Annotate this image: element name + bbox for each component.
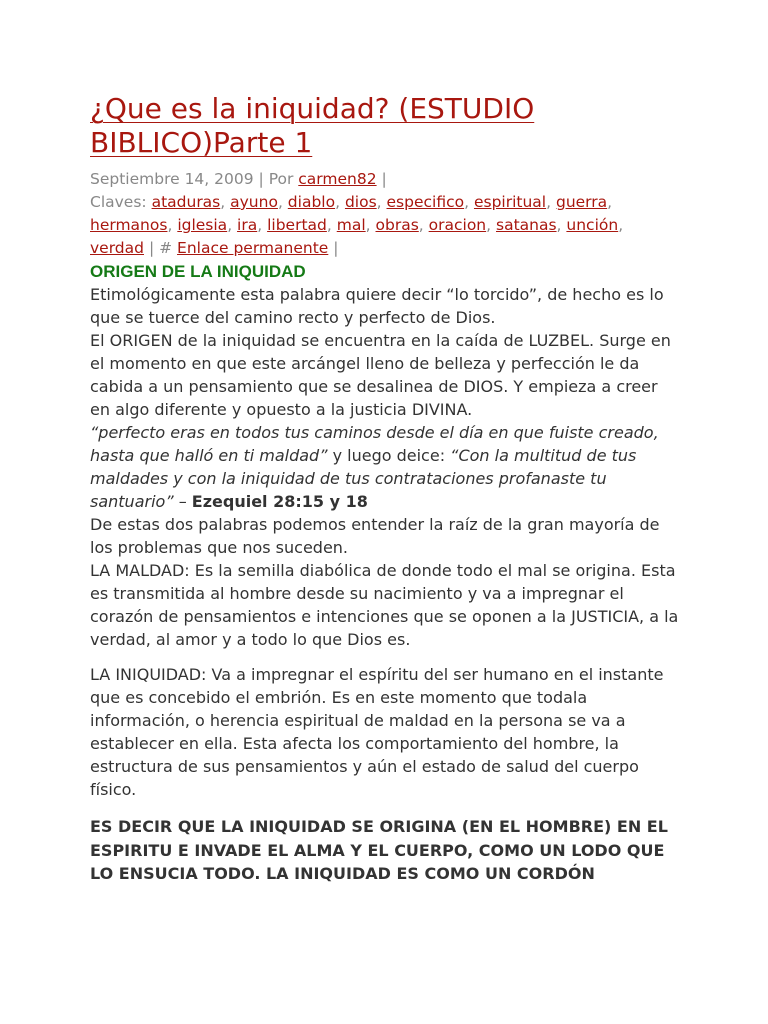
- post-meta: [90, 168, 682, 260]
- author-link[interactable]: carmen82: [298, 170, 377, 188]
- tag-link[interactable]: hermanos: [90, 216, 168, 234]
- tag-link[interactable]: espiritual: [473, 193, 547, 211]
- tag-link[interactable]: libertad: [267, 216, 327, 234]
- tag-link[interactable]: verdad: [90, 239, 144, 257]
- meta-separator: |: [258, 170, 269, 188]
- quote-connector: y luego deice:: [327, 446, 451, 465]
- tag-list: ataduras, ayuno, diablo, dios, especifico, espiritual, guerra, hermanos, iglesia, ira, libertad, mal, obras, oracion, satanas, unción, verdad: [90, 193, 624, 257]
- tag-link[interactable]: guerra: [555, 193, 608, 211]
- tags-label: Claves:: [90, 193, 147, 211]
- section-heading: ORIGEN DE LA INIQUIDAD: [90, 262, 306, 281]
- paragraph-quote: [90, 421, 682, 513]
- tag-link[interactable]: mal: [336, 216, 366, 234]
- quote-dash: –: [173, 492, 192, 511]
- meta-separator: |: [148, 239, 160, 257]
- tag-link[interactable]: obras: [375, 216, 419, 234]
- tag-link[interactable]: ira: [237, 216, 258, 234]
- paragraph-iniquidad: LA INIQUIDAD: Va a impregnar el espíritu del ser humano en el instante que es concebido el embrión. Es en este momento que todala información, o herencia espiritual de maldad en la persona se va a establecer en ella. Esta afecta los comportamiento del hombre, la estructura de sus pensamientos y aún el estado de salud del cuerpo físico.: [90, 665, 664, 799]
- quote-second: “Con la multitud de tus maldades y con la iniquidad de tus contrataciones profanaste tu santuario”: [90, 446, 637, 511]
- tag-link[interactable]: ayuno: [230, 193, 278, 211]
- paragraph-emphasis: ES DECIR QUE LA INIQUIDAD SE ORIGINA (EN EL HOMBRE) EN EL ESPIRITU E INVADE EL ALMA Y EL CUERPO, COMO UN LODO QUE LO ENSUCIA TODO. LA INIQUIDAD ES COMO UN CORDÓN: [90, 817, 668, 883]
- paragraph-etymology: Etimológicamente esta palabra quiere decir “lo torcido”, de hecho es lo que se tuerce del camino recto y perfecto de Dios.: [90, 285, 664, 327]
- tag-link[interactable]: unción: [566, 216, 619, 234]
- tag-link[interactable]: satanas: [496, 216, 557, 234]
- tag-link[interactable]: diablo: [287, 193, 336, 211]
- permalink-hash: #: [159, 239, 173, 257]
- post-title[interactable]: ¿Que es la iniquidad? (ESTUDIO BIBLICO)Parte 1: [90, 92, 535, 159]
- meta-separator: |: [381, 170, 387, 188]
- paragraph-maldad: LA MALDAD: Es la semilla diabólica de donde todo el mal se origina. Esta es transmitida al hombre desde su nacimiento y va a impregnar el corazón de pensamientos e intenciones que se oponen a la JUSTICIA, a la verdad, al amor y a todo lo que Dios es.: [90, 561, 679, 649]
- blog-post: [90, 92, 682, 886]
- meta-separator: |: [333, 239, 339, 257]
- quote-first: “perfecto eras en todos tus caminos desde el día en que fuiste creado, hasta que halló en ti maldad”: [90, 423, 659, 465]
- scripture-reference: Ezequiel 28:15 y 18: [191, 492, 368, 511]
- paragraph-root: De estas dos palabras podemos entender la raíz de la gran mayoría de los problemas que nos suceden.: [90, 515, 660, 557]
- tag-link[interactable]: oracion: [428, 216, 487, 234]
- tag-link[interactable]: iglesia: [177, 216, 228, 234]
- permalink-link[interactable]: Enlace permanente: [177, 239, 329, 257]
- paragraph-origin: El ORIGEN de la iniquidad se encuentra en la caída de LUZBEL. Surge en el momento en que este arcángel lleno de belleza y perfección le da cabida a un pensamiento que se desalinea de DIOS. Y empieza a creer en algo diferente y opuesto a la justicia DIVINA.: [90, 331, 671, 419]
- tag-link[interactable]: especifico: [386, 193, 465, 211]
- tag-link[interactable]: dios: [344, 193, 377, 211]
- post-date: Septiembre 14, 2009: [90, 170, 254, 188]
- tag-link[interactable]: ataduras: [151, 193, 221, 211]
- by-label: Por: [268, 170, 294, 188]
